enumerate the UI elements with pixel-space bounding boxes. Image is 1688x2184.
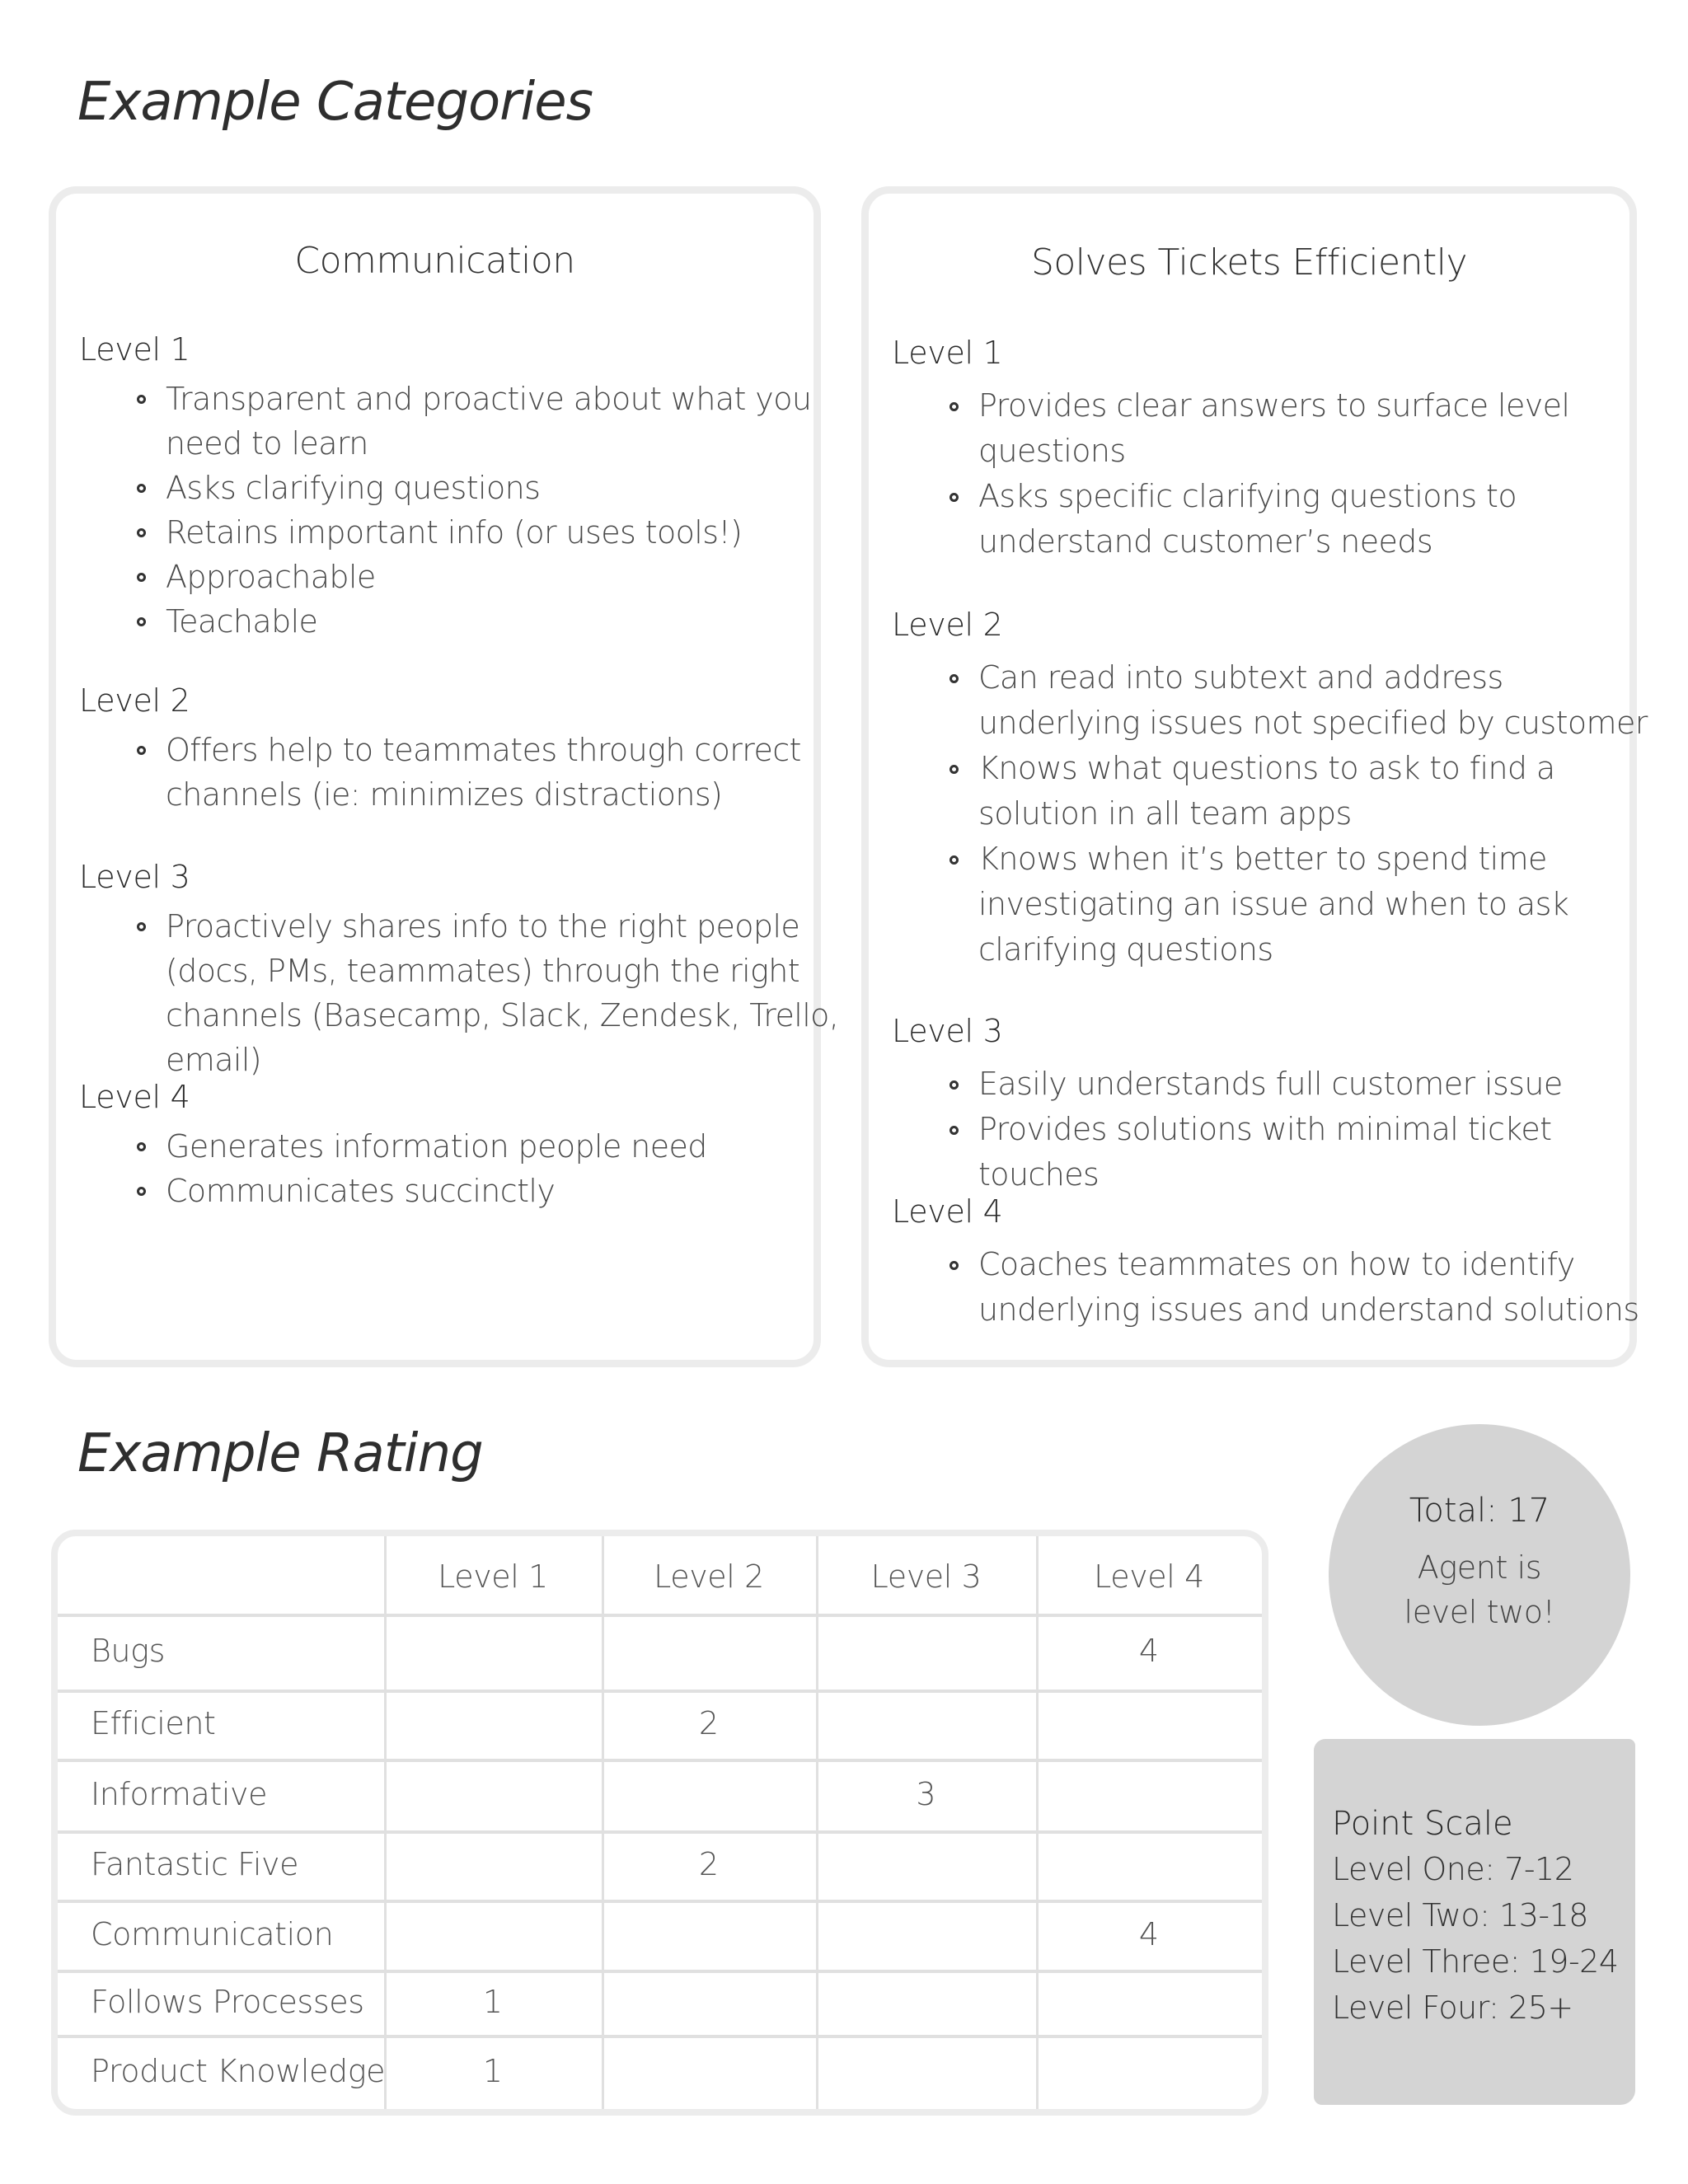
bullet-text: Knows when it’s better to spend time investigating an issue and when to ask clarifying questions xyxy=(978,841,1569,968)
table-row-label: Fantastic Five xyxy=(91,1846,299,1882)
bullet-item xyxy=(166,1124,891,1169)
bullet-list xyxy=(166,904,891,1082)
circle-bullet-icon xyxy=(950,1261,959,1270)
table-column-header: Level 4 xyxy=(1094,1558,1204,1595)
table-row-label: Communication xyxy=(91,1915,334,1952)
level-block xyxy=(892,609,1654,972)
bullet-text: Can read into subtext and address underlying issues not specified by customer xyxy=(978,659,1648,741)
bullet-item xyxy=(978,474,1654,565)
bullet-text: Provides solutions with minimal ticket touches xyxy=(978,1111,1552,1193)
bullet-text: Teachable xyxy=(166,603,318,640)
table-column-divider xyxy=(602,1536,604,2109)
circle-bullet-icon xyxy=(137,617,146,626)
bullet-text: Asks clarifying questions xyxy=(166,470,541,506)
level-heading: Level 4 xyxy=(892,1193,1003,1230)
table-cell-score: 4 xyxy=(1138,1633,1160,1669)
categories-title: Example Categories xyxy=(77,72,593,133)
bullet-item xyxy=(978,837,1654,972)
bullet-item xyxy=(978,1242,1654,1333)
rating-title: Example Rating xyxy=(77,1423,483,1484)
bullet-item xyxy=(166,510,891,555)
bullet-list xyxy=(978,1242,1654,1333)
circle-bullet-icon xyxy=(137,484,146,493)
circle-bullet-icon xyxy=(137,573,146,582)
table-row-divider xyxy=(58,1830,1262,1834)
circle-bullet-icon xyxy=(950,1080,959,1090)
table-row-divider xyxy=(58,1900,1262,1903)
circle-bullet-icon xyxy=(137,746,146,755)
point-scale-box xyxy=(1314,1739,1635,2105)
bullet-text: Asks specific clarifying questions to understand customer’s needs xyxy=(978,478,1517,560)
table-column-divider xyxy=(384,1536,387,2109)
level-heading: Level 2 xyxy=(79,682,190,719)
bullet-item xyxy=(166,728,891,817)
table-cell-score: 2 xyxy=(698,1705,720,1741)
level-heading: Level 3 xyxy=(79,859,190,895)
circle-bullet-icon xyxy=(950,493,959,502)
table-cell-score: 4 xyxy=(1138,1915,1160,1952)
bullet-item xyxy=(166,466,891,510)
bullet-item xyxy=(978,383,1654,474)
bullet-text: Proactively shares info to the right people (docs, PMs, teammates) through the right channels (Basecamp, Slack, Zendesk, Trello, email) xyxy=(166,908,839,1078)
bullet-item xyxy=(978,1062,1654,1107)
table-column-header: Level 1 xyxy=(438,1558,548,1595)
table-cell-score: 2 xyxy=(698,1846,720,1882)
circle-bullet-icon xyxy=(137,1142,146,1151)
table-row-divider xyxy=(58,1970,1262,1973)
table-row-label: Follows Processes xyxy=(91,1983,364,2020)
bullet-text: Offers help to teammates through correct channels (ie: minimizes distractions) xyxy=(166,732,801,813)
agent-level-line-1: Agent is xyxy=(1417,1549,1542,1586)
level-block xyxy=(79,682,891,817)
table-column-header: Level 2 xyxy=(654,1558,764,1595)
point-scale-item: Level One: 7-12 xyxy=(1332,1851,1574,1887)
communication-card xyxy=(49,186,839,1367)
bullet-item xyxy=(166,377,891,466)
circle-bullet-icon xyxy=(950,402,959,411)
table-row-label: Bugs xyxy=(91,1633,165,1669)
table-row-label: Informative xyxy=(91,1775,268,1812)
bullet-text: Knows what questions to ask to find a solution in all team apps xyxy=(978,750,1555,832)
bullet-text: Provides clear answers to surface level questions xyxy=(978,387,1570,469)
bullet-item xyxy=(978,746,1654,837)
bullet-text: Approachable xyxy=(166,559,376,595)
table-column-divider xyxy=(1036,1536,1039,2109)
bullet-text: Coaches teammates on how to identify underlying issues and understand solutions xyxy=(978,1246,1639,1328)
point-scale-item: Level Two: 13-18 xyxy=(1332,1897,1588,1933)
rating-table xyxy=(51,1530,1268,2116)
table-column-divider xyxy=(816,1536,818,2109)
level-heading: Level 3 xyxy=(892,1013,1003,1049)
bullet-item xyxy=(166,904,891,1082)
table-row-label: Product Knowledge xyxy=(91,2053,386,2089)
bullet-list xyxy=(166,377,891,644)
bullet-item xyxy=(978,655,1654,746)
level-heading: Level 2 xyxy=(892,607,1003,643)
level-block xyxy=(892,1193,1654,1333)
bullet-list xyxy=(978,655,1654,972)
circle-bullet-icon xyxy=(950,674,959,683)
level-block xyxy=(892,337,1654,565)
point-scale-item: Level Three: 19-24 xyxy=(1332,1943,1619,1980)
level-block xyxy=(79,1081,891,1213)
table-row-label: Efficient xyxy=(91,1705,216,1741)
circle-bullet-icon xyxy=(950,855,959,865)
bullet-item xyxy=(166,555,891,599)
total-badge xyxy=(1329,1424,1630,1726)
level-heading: Level 1 xyxy=(892,335,1003,371)
table-row-divider xyxy=(58,2035,1262,2038)
level-heading: Level 1 xyxy=(79,331,190,368)
communication-card-title: Communication xyxy=(294,240,575,282)
circle-bullet-icon xyxy=(950,1126,959,1135)
solves-tickets-card xyxy=(861,186,1648,1367)
bullet-list xyxy=(166,1124,891,1213)
table-column-header: Level 3 xyxy=(870,1558,982,1595)
circle-bullet-icon xyxy=(137,528,146,537)
total-score: Total: 17 xyxy=(1409,1492,1550,1530)
table-row-divider xyxy=(58,1759,1262,1762)
point-scale-item: Level Four: 25+ xyxy=(1332,1990,1573,2026)
table-cell-score: 3 xyxy=(916,1775,936,1812)
bullet-item xyxy=(978,1107,1654,1197)
circle-bullet-icon xyxy=(137,922,146,931)
bullet-text: Retains important info (or uses tools!) xyxy=(166,514,743,551)
table-cell-score: 1 xyxy=(482,2053,504,2089)
level-block xyxy=(79,331,891,644)
circle-bullet-icon xyxy=(950,765,959,774)
bullet-list xyxy=(978,1062,1654,1197)
table-row-divider xyxy=(58,1690,1262,1693)
bullet-text: Generates information people need xyxy=(166,1128,707,1165)
level-block xyxy=(79,861,891,1082)
circle-bullet-icon xyxy=(137,1187,146,1196)
level-block xyxy=(892,1015,1654,1197)
table-cell-score: 1 xyxy=(482,1983,504,2020)
point-scale-title: Point Scale xyxy=(1332,1805,1513,1843)
bullet-list xyxy=(978,383,1654,565)
bullet-item xyxy=(166,1169,891,1213)
circle-bullet-icon xyxy=(137,395,146,404)
agent-level-line-2: level two! xyxy=(1404,1594,1555,1630)
bullet-text: Communicates succinctly xyxy=(166,1173,556,1209)
table-row-divider xyxy=(58,1614,1262,1617)
solves-tickets-card-title: Solves Tickets Efficiently xyxy=(1030,241,1468,284)
bullet-text: Transparent and proactive about what you need to learn xyxy=(166,381,812,462)
level-heading: Level 4 xyxy=(79,1079,190,1115)
bullet-list xyxy=(166,728,891,817)
bullet-text: Easily understands full customer issue xyxy=(978,1066,1563,1102)
bullet-item xyxy=(166,599,891,644)
